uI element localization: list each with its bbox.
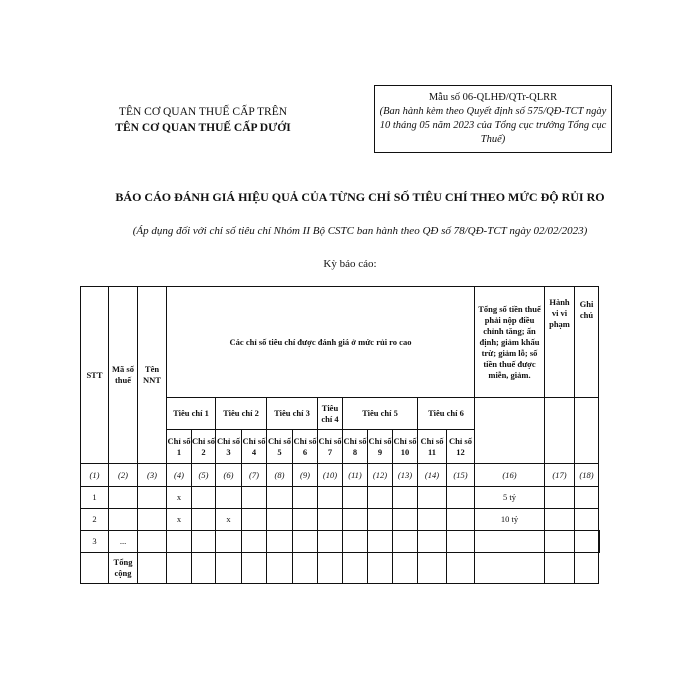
criterion-2-header: Tiêu chí 2 <box>216 398 267 430</box>
cell <box>138 487 167 509</box>
cell <box>393 553 418 584</box>
index-7-header: Chỉ số 7 <box>318 430 343 464</box>
form-code-box <box>374 85 612 153</box>
cell <box>267 553 293 584</box>
cell <box>192 509 216 531</box>
cell <box>192 553 216 584</box>
index-11-header: Chỉ số 11 <box>418 430 447 464</box>
cell <box>267 531 293 553</box>
index-12-header: Chỉ số 12 <box>447 430 475 464</box>
criterion-6-header: Tiêu chí 6 <box>418 398 475 430</box>
cell <box>192 487 216 509</box>
cell <box>138 553 167 584</box>
cell <box>545 531 575 553</box>
blank-cell <box>545 398 575 464</box>
cell <box>343 509 368 531</box>
cell <box>575 509 599 531</box>
row-stt: 3 <box>81 531 109 553</box>
criterion-4-header: Tiêu chí 4 <box>318 398 343 430</box>
cell <box>393 487 418 509</box>
cell <box>343 553 368 584</box>
cell <box>475 531 545 553</box>
cell <box>393 509 418 531</box>
row-stt: 1 <box>81 487 109 509</box>
cell <box>447 509 475 531</box>
cell <box>418 553 447 584</box>
index-9-header: Chỉ số 9 <box>368 430 393 464</box>
total-row <box>81 553 600 584</box>
colnum-7: (7) <box>242 464 267 487</box>
colnum-2: (2) <box>109 464 138 487</box>
row-tax-amount: 10 tỷ <box>475 509 545 531</box>
cell <box>343 487 368 509</box>
cell <box>138 531 167 553</box>
colnum-11: (11) <box>343 464 368 487</box>
cell <box>575 487 599 509</box>
col-tongso-header: Tổng số tiền thuế phải nộp điều chỉnh tăng; ấn định; giảm khấu trừ; giảm lỗ; số tiền thuế được miễn, giảm. <box>475 287 545 398</box>
cell <box>242 531 267 553</box>
cell <box>318 487 343 509</box>
cell <box>575 531 599 553</box>
blank-cell <box>575 398 599 464</box>
cell <box>242 553 267 584</box>
report-period-label: Kỳ báo cáo: <box>323 258 377 270</box>
cell <box>368 487 393 509</box>
report-title: BÁO CÁO ĐÁNH GIÁ HIỆU QUẢ CỦA TỪNG CHỈ SỐ TIÊU CHÍ THEO MỨC ĐỘ RỦI RO <box>115 190 605 204</box>
cell <box>447 553 475 584</box>
cell <box>545 509 575 531</box>
criterion-5-header: Tiêu chí 5 <box>343 398 418 430</box>
cell <box>368 553 393 584</box>
cell <box>267 487 293 509</box>
colnum-13: (13) <box>393 464 418 487</box>
criterion-3-header: Tiêu chí 3 <box>267 398 318 430</box>
cell <box>418 531 447 553</box>
cell <box>545 553 575 584</box>
row-tax-amount: 5 tỷ <box>475 487 545 509</box>
index-2-header: Chỉ số 2 <box>192 430 216 464</box>
cell <box>293 553 318 584</box>
table-row <box>81 531 600 553</box>
row-index-1-mark: x <box>167 487 192 509</box>
column-number-row <box>81 464 600 487</box>
row-mst: ... <box>109 531 138 553</box>
index-5-header: Chỉ số 5 <box>267 430 293 464</box>
cell <box>192 531 216 553</box>
colnum-4: (4) <box>167 464 192 487</box>
form-code: Mẫu số 06-QLHĐ/QTr-QLRR <box>428 92 558 103</box>
cell <box>109 509 138 531</box>
form-note: (Ban hành kèm theo Quyết định số 575/QĐ-TCT ngày 10 tháng 05 năm 2023 của Tổng cục trưởng Tổng cục Thuế) <box>379 106 607 145</box>
index-6-header: Chỉ số 6 <box>293 430 318 464</box>
cell <box>575 553 599 584</box>
colnum-16: (16) <box>475 464 545 487</box>
cell <box>418 509 447 531</box>
criteria-group-header: Các chỉ số tiêu chí được đánh giá ở mức rủi ro cao <box>167 287 475 398</box>
report-subtitle: (Áp dụng đối với chỉ số tiêu chí Nhóm II Bộ CSTC ban hành theo QĐ số 78/QĐ-TCT ngày 02/02/2023) <box>132 225 588 237</box>
cell <box>545 487 575 509</box>
row-stt: 2 <box>81 509 109 531</box>
criterion-1-header: Tiêu chí 1 <box>167 398 216 430</box>
cell <box>447 487 475 509</box>
report-table <box>80 286 600 584</box>
colnum-14: (14) <box>418 464 447 487</box>
blank-cell <box>475 398 545 464</box>
cell <box>109 487 138 509</box>
col-mst-header: Mã số thuế <box>109 287 138 464</box>
cell <box>138 509 167 531</box>
col-hanhvi-header: Hành vi vi phạm <box>545 287 575 398</box>
org-lower: TÊN CƠ QUAN THUẾ CẤP DƯỚI <box>115 122 291 134</box>
cell <box>81 553 109 584</box>
table-row <box>81 487 600 509</box>
cell <box>418 487 447 509</box>
index-3-header: Chỉ số 3 <box>216 430 242 464</box>
cell <box>447 531 475 553</box>
row-index-1-mark: x <box>167 509 192 531</box>
header-row-1 <box>81 287 600 398</box>
cell <box>293 487 318 509</box>
cell <box>242 509 267 531</box>
table-row <box>81 509 600 531</box>
cell <box>393 531 418 553</box>
colnum-17: (17) <box>545 464 575 487</box>
cell <box>242 487 267 509</box>
colnum-12: (12) <box>368 464 393 487</box>
cell <box>368 531 393 553</box>
cell <box>368 509 393 531</box>
cell <box>167 531 192 553</box>
organization-block <box>88 104 318 136</box>
colnum-10: (10) <box>318 464 343 487</box>
index-1-header: Chỉ số 1 <box>167 430 192 464</box>
index-10-header: Chỉ số 10 <box>393 430 418 464</box>
cell <box>475 553 545 584</box>
col-ghichu-header: Ghi chú <box>575 287 599 398</box>
cell <box>599 531 600 553</box>
cell <box>293 509 318 531</box>
cell <box>167 553 192 584</box>
cell <box>318 553 343 584</box>
cell <box>216 553 242 584</box>
index-4-header: Chỉ số 4 <box>242 430 267 464</box>
cell <box>343 531 368 553</box>
colnum-15: (15) <box>447 464 475 487</box>
cell <box>216 531 242 553</box>
total-label: Tổng cộng <box>109 553 138 584</box>
colnum-6: (6) <box>216 464 242 487</box>
cell <box>267 509 293 531</box>
colnum-5: (5) <box>192 464 216 487</box>
col-ten-header: Tên NNT <box>138 287 167 464</box>
colnum-3: (3) <box>138 464 167 487</box>
cell <box>318 531 343 553</box>
colnum-18: (18) <box>575 464 599 487</box>
cell <box>293 531 318 553</box>
colnum-9: (9) <box>293 464 318 487</box>
colnum-8: (8) <box>267 464 293 487</box>
col-stt-header: STT <box>81 287 109 464</box>
cell <box>318 509 343 531</box>
index-8-header: Chỉ số 8 <box>343 430 368 464</box>
row-index-3-mark: x <box>216 509 242 531</box>
org-upper: TÊN CƠ QUAN THUẾ CẤP TRÊN <box>118 106 288 118</box>
colnum-1: (1) <box>81 464 109 487</box>
row-index-3-mark <box>216 487 242 509</box>
